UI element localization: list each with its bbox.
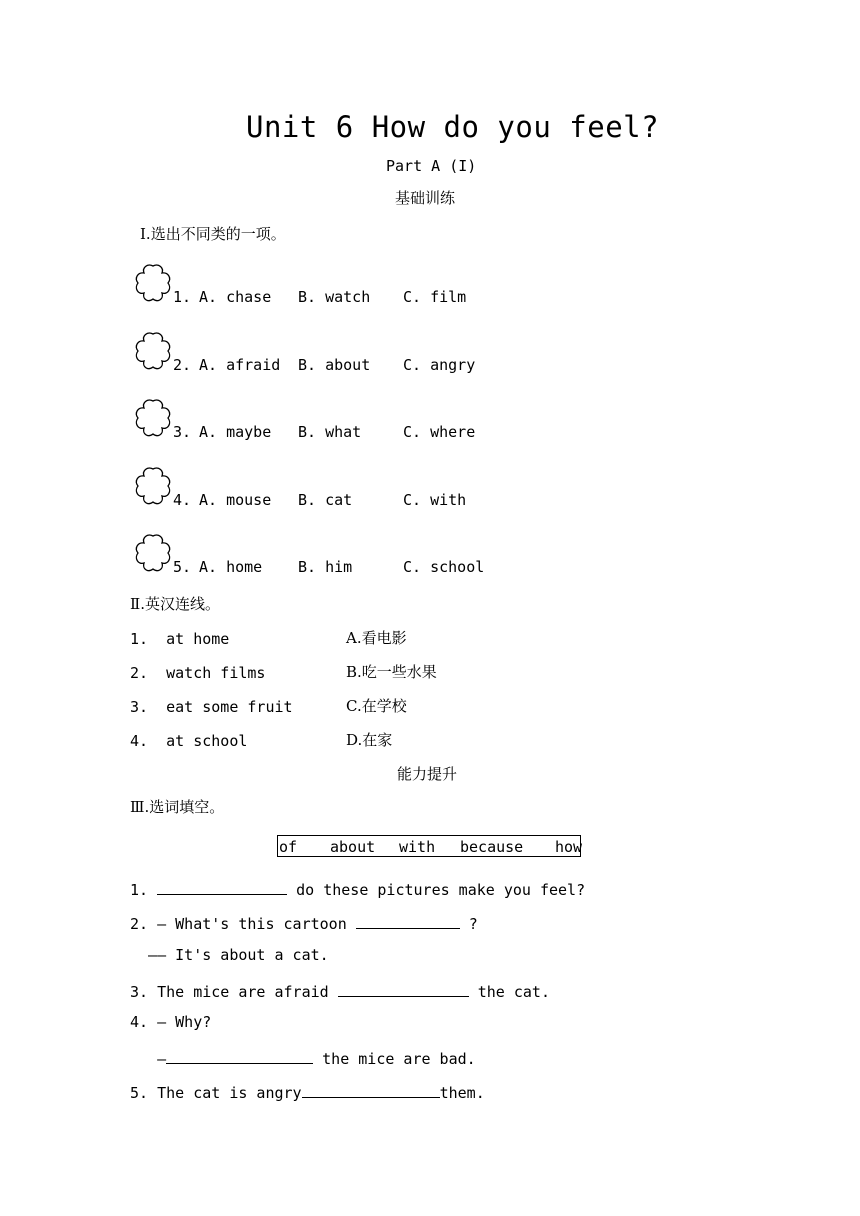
fill-in-line: 5. The cat is angry them. [130,1084,485,1102]
word-bank [277,835,581,857]
chinese-phrase: D.在家 [346,731,393,749]
fill-in-line: — the mice are bad. [130,1050,476,1068]
english-phrase: 4. at school [130,732,248,750]
option-a: A. afraid [199,356,281,374]
word-bank-item: because [460,838,524,856]
english-phrase: 3. eat some fruit [130,698,293,716]
option-a: A. chase [199,288,272,306]
option-c: C. school [403,558,485,576]
option-b: B. about [298,356,371,374]
word-bank-item: about [330,838,376,856]
flower-icon [131,261,175,305]
chinese-phrase: C.在学校 [346,697,407,715]
word-bank-item: of [279,838,298,856]
option-c: C. where [403,423,476,441]
item-number: 3. [173,423,192,441]
answer-blank[interactable] [157,880,287,895]
option-b: B. him [298,558,353,576]
chinese-phrase: A.看电影 [346,629,407,647]
part-label: Part A (I) [386,157,477,175]
fill-in-line: —— It's about a cat. [130,946,329,964]
flower-icon [131,396,175,440]
flower-icon [131,464,175,508]
word-bank-item: with [399,838,436,856]
english-phrase: 1. at home [130,630,230,648]
option-b: B. watch [298,288,371,306]
word-bank-item: how [555,838,583,856]
fill-in-line: 2. — What's this cartoon ? [130,915,478,933]
item-number: 1. [173,288,192,306]
option-c: C. angry [403,356,476,374]
page-title: Unit 6 How do you feel? [246,110,660,144]
answer-blank[interactable] [338,982,469,997]
fill-in-line: 4. — Why? [130,1013,212,1031]
question-1-heading: Ⅰ.选出不同类的一项。 [140,225,286,243]
option-c: C. with [403,491,467,509]
item-number: 2. [173,356,192,374]
section-heading-basic: 基础训练 [395,189,456,207]
option-b: B. cat [298,491,353,509]
fill-in-line: 1. do these pictures make you feel? [130,881,586,899]
answer-blank[interactable] [356,914,460,929]
flower-icon [131,329,175,373]
flower-icon [131,531,175,575]
answer-blank[interactable] [166,1049,313,1064]
fill-in-line: 3. The mice are afraid the cat. [130,983,550,1001]
option-b: B. what [298,423,362,441]
chinese-phrase: B.吃一些水果 [346,663,437,681]
item-number: 4. [173,491,192,509]
english-phrase: 2. watch films [130,664,266,682]
answer-blank[interactable] [302,1083,440,1098]
item-number: 5. [173,558,192,576]
question-3-heading: Ⅲ.选词填空。 [130,798,225,816]
option-a: A. mouse [199,491,272,509]
section-heading-improve: 能力提升 [397,765,458,783]
question-2-heading: Ⅱ.英汉连线。 [130,595,220,613]
option-c: C. film [403,288,467,306]
option-a: A. maybe [199,423,272,441]
option-a: A. home [199,558,263,576]
